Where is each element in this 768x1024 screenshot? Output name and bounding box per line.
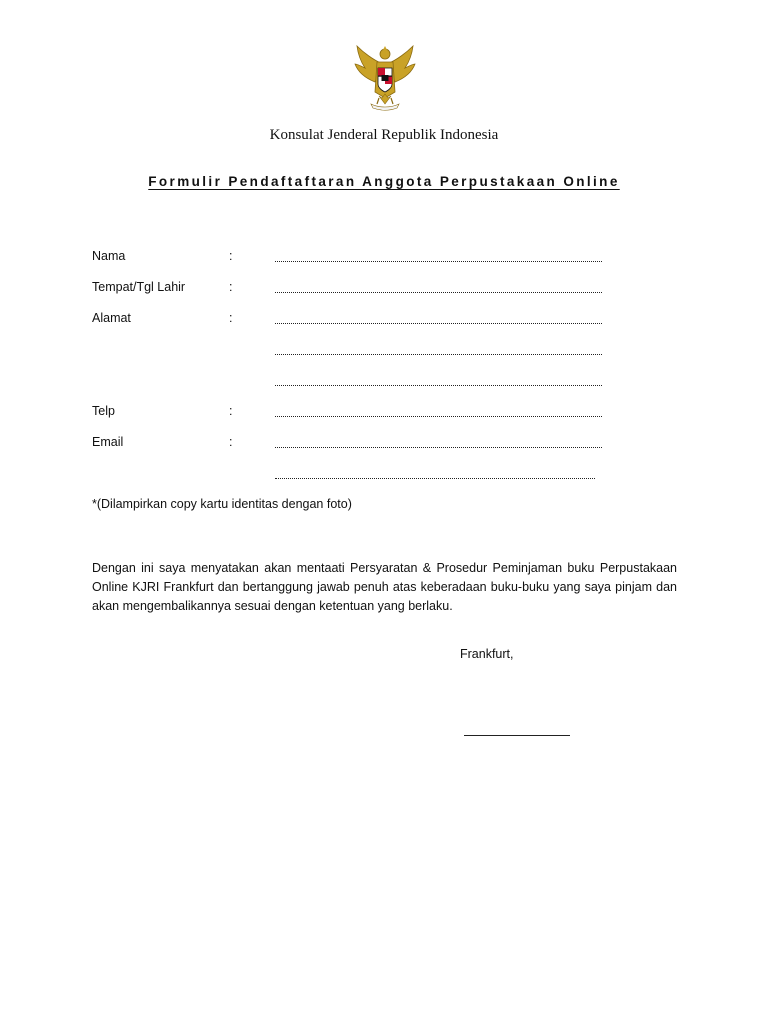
field-colon: :: [229, 311, 233, 325]
attachment-note: *(Dilampirkan copy kartu identitas dengan foto): [92, 497, 352, 511]
institution-name: Konsulat Jenderal Republik Indonesia: [269, 127, 499, 143]
field-line-alamat-1[interactable]: [275, 322, 602, 324]
field-label-alamat: Alamat: [92, 311, 131, 325]
field-label-email: Email: [92, 435, 124, 449]
field-label-tempat-tgl-lahir: Tempat/Tgl Lahir: [92, 280, 186, 294]
field-line-telp[interactable]: [275, 415, 602, 417]
field-colon: :: [229, 249, 233, 263]
field-line-email-1[interactable]: [275, 446, 602, 448]
declaration-statement: Dengan ini saya menyatakan akan mentaati Persyaratan & Prosedur Peminjaman buku Perpustakaan Online KJRI Frankfurt dan bertanggung jawab penuh atas keberadaan buku-buku yang saya pinjam dan akan mengembalikannya sesuai dengan ketentuan yang berlaku.: [92, 561, 677, 613]
field-line-alamat-2[interactable]: [275, 353, 602, 355]
garuda-emblem-icon: [349, 42, 421, 114]
field-line-alamat-3[interactable]: [275, 384, 602, 386]
signature-line[interactable]: [464, 735, 570, 736]
field-colon: :: [229, 435, 233, 449]
form-title-text: Formulir Pendaftaftaran Anggota Perpustakaan Online: [148, 174, 620, 189]
signature-place: Frankfurt,: [460, 647, 514, 661]
field-colon: :: [229, 404, 233, 418]
field-label-nama: Nama: [92, 249, 126, 263]
field-colon: :: [229, 280, 233, 294]
field-line-nama[interactable]: [275, 260, 602, 262]
field-line-tempat-tgl-lahir[interactable]: [275, 291, 602, 293]
field-label-telp: Telp: [92, 404, 115, 418]
field-line-email-2[interactable]: [275, 477, 595, 479]
form-title: [0, 174, 768, 189]
